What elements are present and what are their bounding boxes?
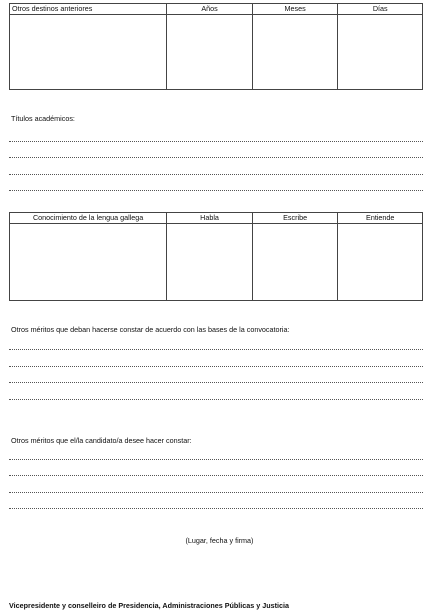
- col-anos: [167, 4, 253, 89]
- meritos-candidato-line-3: [9, 492, 423, 493]
- header-anos: Años: [167, 4, 252, 15]
- header-habla: Habla: [167, 213, 252, 224]
- titulos-line-2: [9, 157, 423, 158]
- col-habla: [167, 213, 253, 300]
- titulos-line-4: [9, 190, 423, 191]
- lugar-fecha-firma: (Lugar, fecha y firma): [185, 536, 254, 545]
- col-otros-destinos: [10, 4, 167, 89]
- meritos-bases-line-3: [9, 382, 423, 383]
- col-dias: [338, 4, 422, 89]
- header-entiende: Entiende: [338, 213, 422, 224]
- header-conocimiento: Conocimiento de la lengua gallega: [10, 213, 166, 224]
- meritos-candidato-label: Otros méritos que el/la candidato/a desee hacer constar:: [11, 436, 192, 445]
- meritos-candidato-line-1: [9, 459, 423, 460]
- titulos-label: Títulos académicos:: [11, 114, 75, 123]
- header-dias: Días: [338, 4, 422, 15]
- meritos-bases-line-2: [9, 366, 423, 367]
- col-escribe: [253, 213, 339, 300]
- header-escribe: Escribe: [253, 213, 338, 224]
- col-entiende: [338, 213, 422, 300]
- meritos-candidato-line-2: [9, 475, 423, 476]
- col-conocimiento: [10, 213, 167, 300]
- col-meses: [253, 4, 339, 89]
- header-otros-destinos: Otros destinos anteriores: [10, 4, 166, 15]
- footer-addressee: Vicepresidente y conselleiro de Presidencia, Administraciones Públicas y Justicia: [9, 601, 290, 610]
- meritos-bases-line-1: [9, 349, 423, 350]
- titulos-line-3: [9, 174, 423, 175]
- meritos-bases-label: Otros méritos que deban hacerse constar de acuerdo con las bases de la convocatoria:: [11, 325, 290, 334]
- otros-destinos-table: [9, 3, 423, 90]
- meritos-candidato-line-4: [9, 508, 423, 509]
- titulos-line-1: [9, 141, 423, 142]
- meritos-bases-line-4: [9, 399, 423, 400]
- lengua-gallega-table: [9, 212, 423, 301]
- header-meses: Meses: [253, 4, 338, 15]
